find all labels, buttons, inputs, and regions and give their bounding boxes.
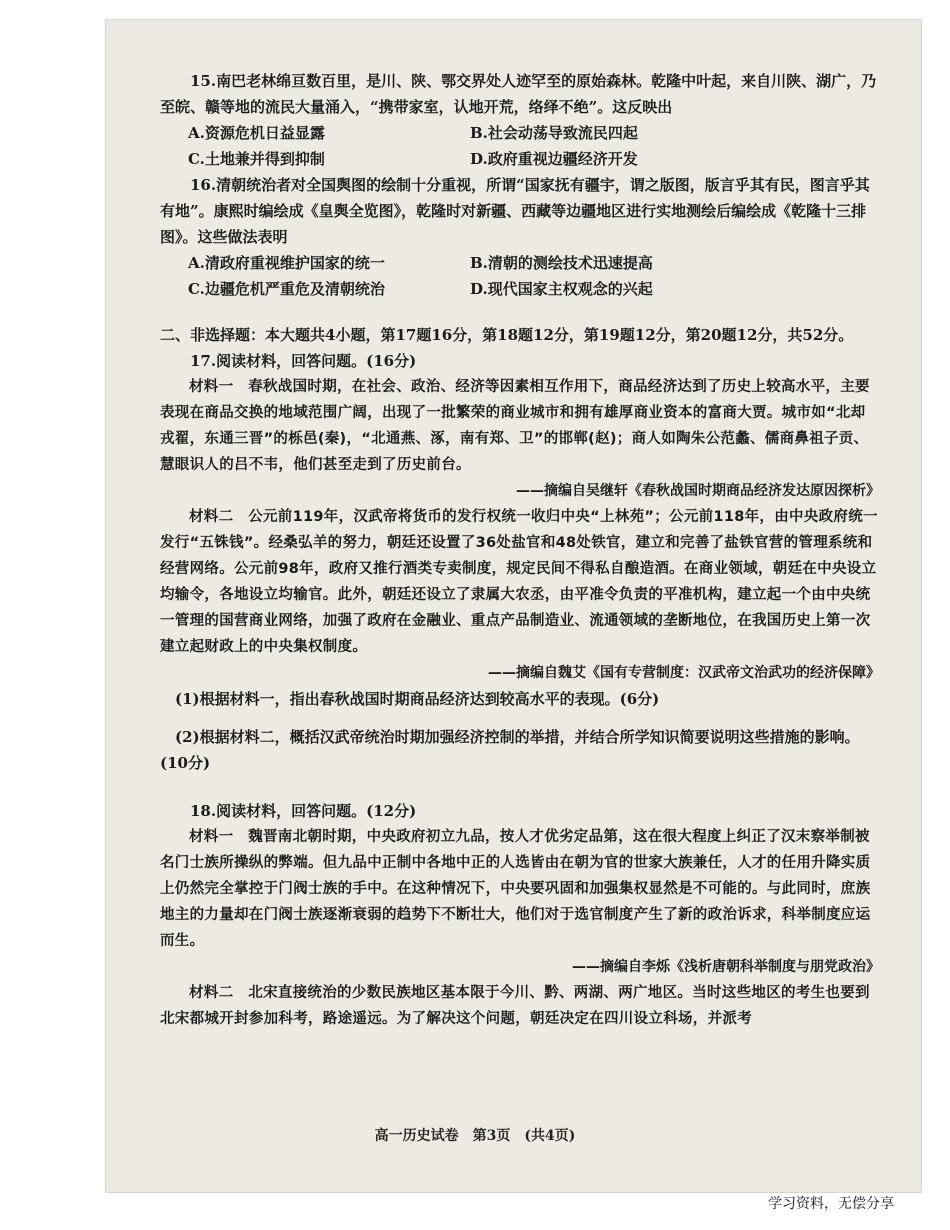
q18-title: 18.阅读材料，回答问题。(12分) bbox=[190, 802, 417, 820]
q17-m1-text: 春秋战国时期，在社会、政治、经济等因素相互作用下，商品经济达到了历史上较高水平，主要表现在商品交换的地域范围广阔，出现了一批繁荣的商业城市和拥有雄厚商业资本的富商大贾。城市如“北却戎翟，东通三晋”的栎邑(秦)，“北通燕、涿，南有郑、卫”的邯郸(赵)；商人如陶朱公范蠡、儒商鼻祖子贡、慧眼识人的吕不韦，他们甚至走到了历史前台。 bbox=[160, 379, 870, 473]
q16-option-d: D.现代国家主权观念的兴起 bbox=[470, 280, 653, 298]
section-2-heading: 二、非选择题：本大题共4小题，第17题16分，第18题12分，第19题12分，第20题12分，共52分。 bbox=[160, 326, 854, 344]
q18-m1-source: ——摘编自李烁《浅析唐朝科举制度与朋党政治》 bbox=[572, 959, 880, 975]
q17-material-2 bbox=[160, 504, 880, 660]
q15-option-a: A.资源危机日益显露 bbox=[188, 124, 325, 142]
q17-m1-source: ——摘编自吴继轩《春秋战国时期商品经济发达原因探析》 bbox=[516, 483, 880, 499]
q15-stem: 15.南巴老林绵亘数百里，是川、陕、鄂交界处人迹罕至的原始森林。乾隆中叶起，来自川陕、湖广，乃至皖、赣等地的流民大量涌入，“携带家室，认地开荒，络绎不绝”。这反映出 bbox=[160, 72, 877, 116]
q16-option-b: B.清朝的测绘技术迅速提高 bbox=[470, 254, 653, 272]
q17-material-1 bbox=[160, 374, 880, 478]
q18-material-2 bbox=[160, 980, 880, 1032]
q18-m1-label: 材料一 bbox=[189, 829, 234, 845]
q15-option-c: C.土地兼并得到抑制 bbox=[188, 150, 325, 168]
q17-m2-label: 材料二 bbox=[189, 509, 234, 525]
q16-options bbox=[160, 250, 880, 302]
page-footer: 高一历史试卷 第3页 (共4页) bbox=[374, 1128, 576, 1144]
q17-m1-label: 材料一 bbox=[189, 379, 234, 395]
q16-stem: 16.清朝统治者对全国舆图的绘制十分重视，所谓“国家抚有疆宇，谓之版图，版言乎其有民，图言乎其有地”。康熙时编绘成《皇舆全览图》，乾隆时对新疆、西藏等边疆地区进行实地测绘后编绘成《乾隆十三排图》。这些做法表明 bbox=[160, 176, 870, 246]
q18-m2-text: 北宋直接统治的少数民族地区基本限于今川、黔、两湖、两广地区。当时这些地区的考生也要到北宋都城开封参加科考，路途遥远。为了解决这个问题，朝廷决定在四川设立科场，并派考 bbox=[160, 985, 870, 1027]
q17-m2-source: ——摘编自魏艾《国有专营制度：汉武帝文治武功的经济保障》 bbox=[488, 665, 880, 681]
q15-option-d: D.政府重视边疆经济开发 bbox=[470, 150, 638, 168]
q18-m2-label: 材料二 bbox=[189, 985, 234, 1001]
q16-option-a: A.清政府重视维护国家的统一 bbox=[188, 254, 385, 272]
q17-sub-1: (1)根据材料一，指出春秋战国时期商品经济达到较高水平的表现。(6分) bbox=[175, 690, 660, 708]
q15-options bbox=[160, 120, 880, 172]
exam-content bbox=[160, 68, 880, 1032]
q15-option-b: B.社会动荡导致流民四起 bbox=[470, 124, 638, 142]
q17-title: 17.阅读材料，回答问题。(16分) bbox=[190, 352, 417, 370]
q18-m1-text: 魏晋南北朝时期，中央政府初立九品，按人才优劣定品第，这在很大程度上纠正了汉末察举制被名门士族所操纵的弊端。但九品中正制中各地中正的人选皆由在朝为官的世家大族兼任，人才的任用升降实质上仍然完全掌控于门阀士族的手中。在这种情况下，中央要巩固和加强集权显然是不可能的。与此同时，庶族地主的力量却在门阀士族逐渐衰弱的趋势下不断壮大，他们对于选官制度产生了新的政治诉求，科举制度应运而生。 bbox=[160, 829, 871, 949]
q17-m2-text: 公元前119年，汉武帝将货币的发行权统一收归中央“上林苑”；公元前118年，由中央政府统一发行“五铢钱”。经桑弘羊的努力，朝廷还设置了36处盐官和48处铁官，建立和完善了盐铁官营的管理系统和经营网络。公元前98年，政府又推行酒类专卖制度，规定民间不得私自酿造酒。在商业领域，朝廷在中央设立均输令，各地设立均输官。此外，朝廷还设立了隶属大农丞，由平准令负责的平准机构，建立起一个由中央统一管理的国营商业网络，加强了政府在金融业、重点产品制造业、流通领域的垄断地位，在我国历史上第一次建立起财政上的中央集权制度。 bbox=[160, 509, 878, 655]
q16-option-c: C.边疆危机严重危及清朝统治 bbox=[188, 280, 385, 298]
q17-sub-2: (2)根据材料二，概括汉武帝统治时期加强经济控制的举措，并结合所学知识简要说明这些措施的影响。(10分) bbox=[160, 728, 860, 772]
watermark-text: 学习资料，无偿分享 bbox=[768, 1196, 894, 1212]
q18-material-1 bbox=[160, 824, 880, 954]
